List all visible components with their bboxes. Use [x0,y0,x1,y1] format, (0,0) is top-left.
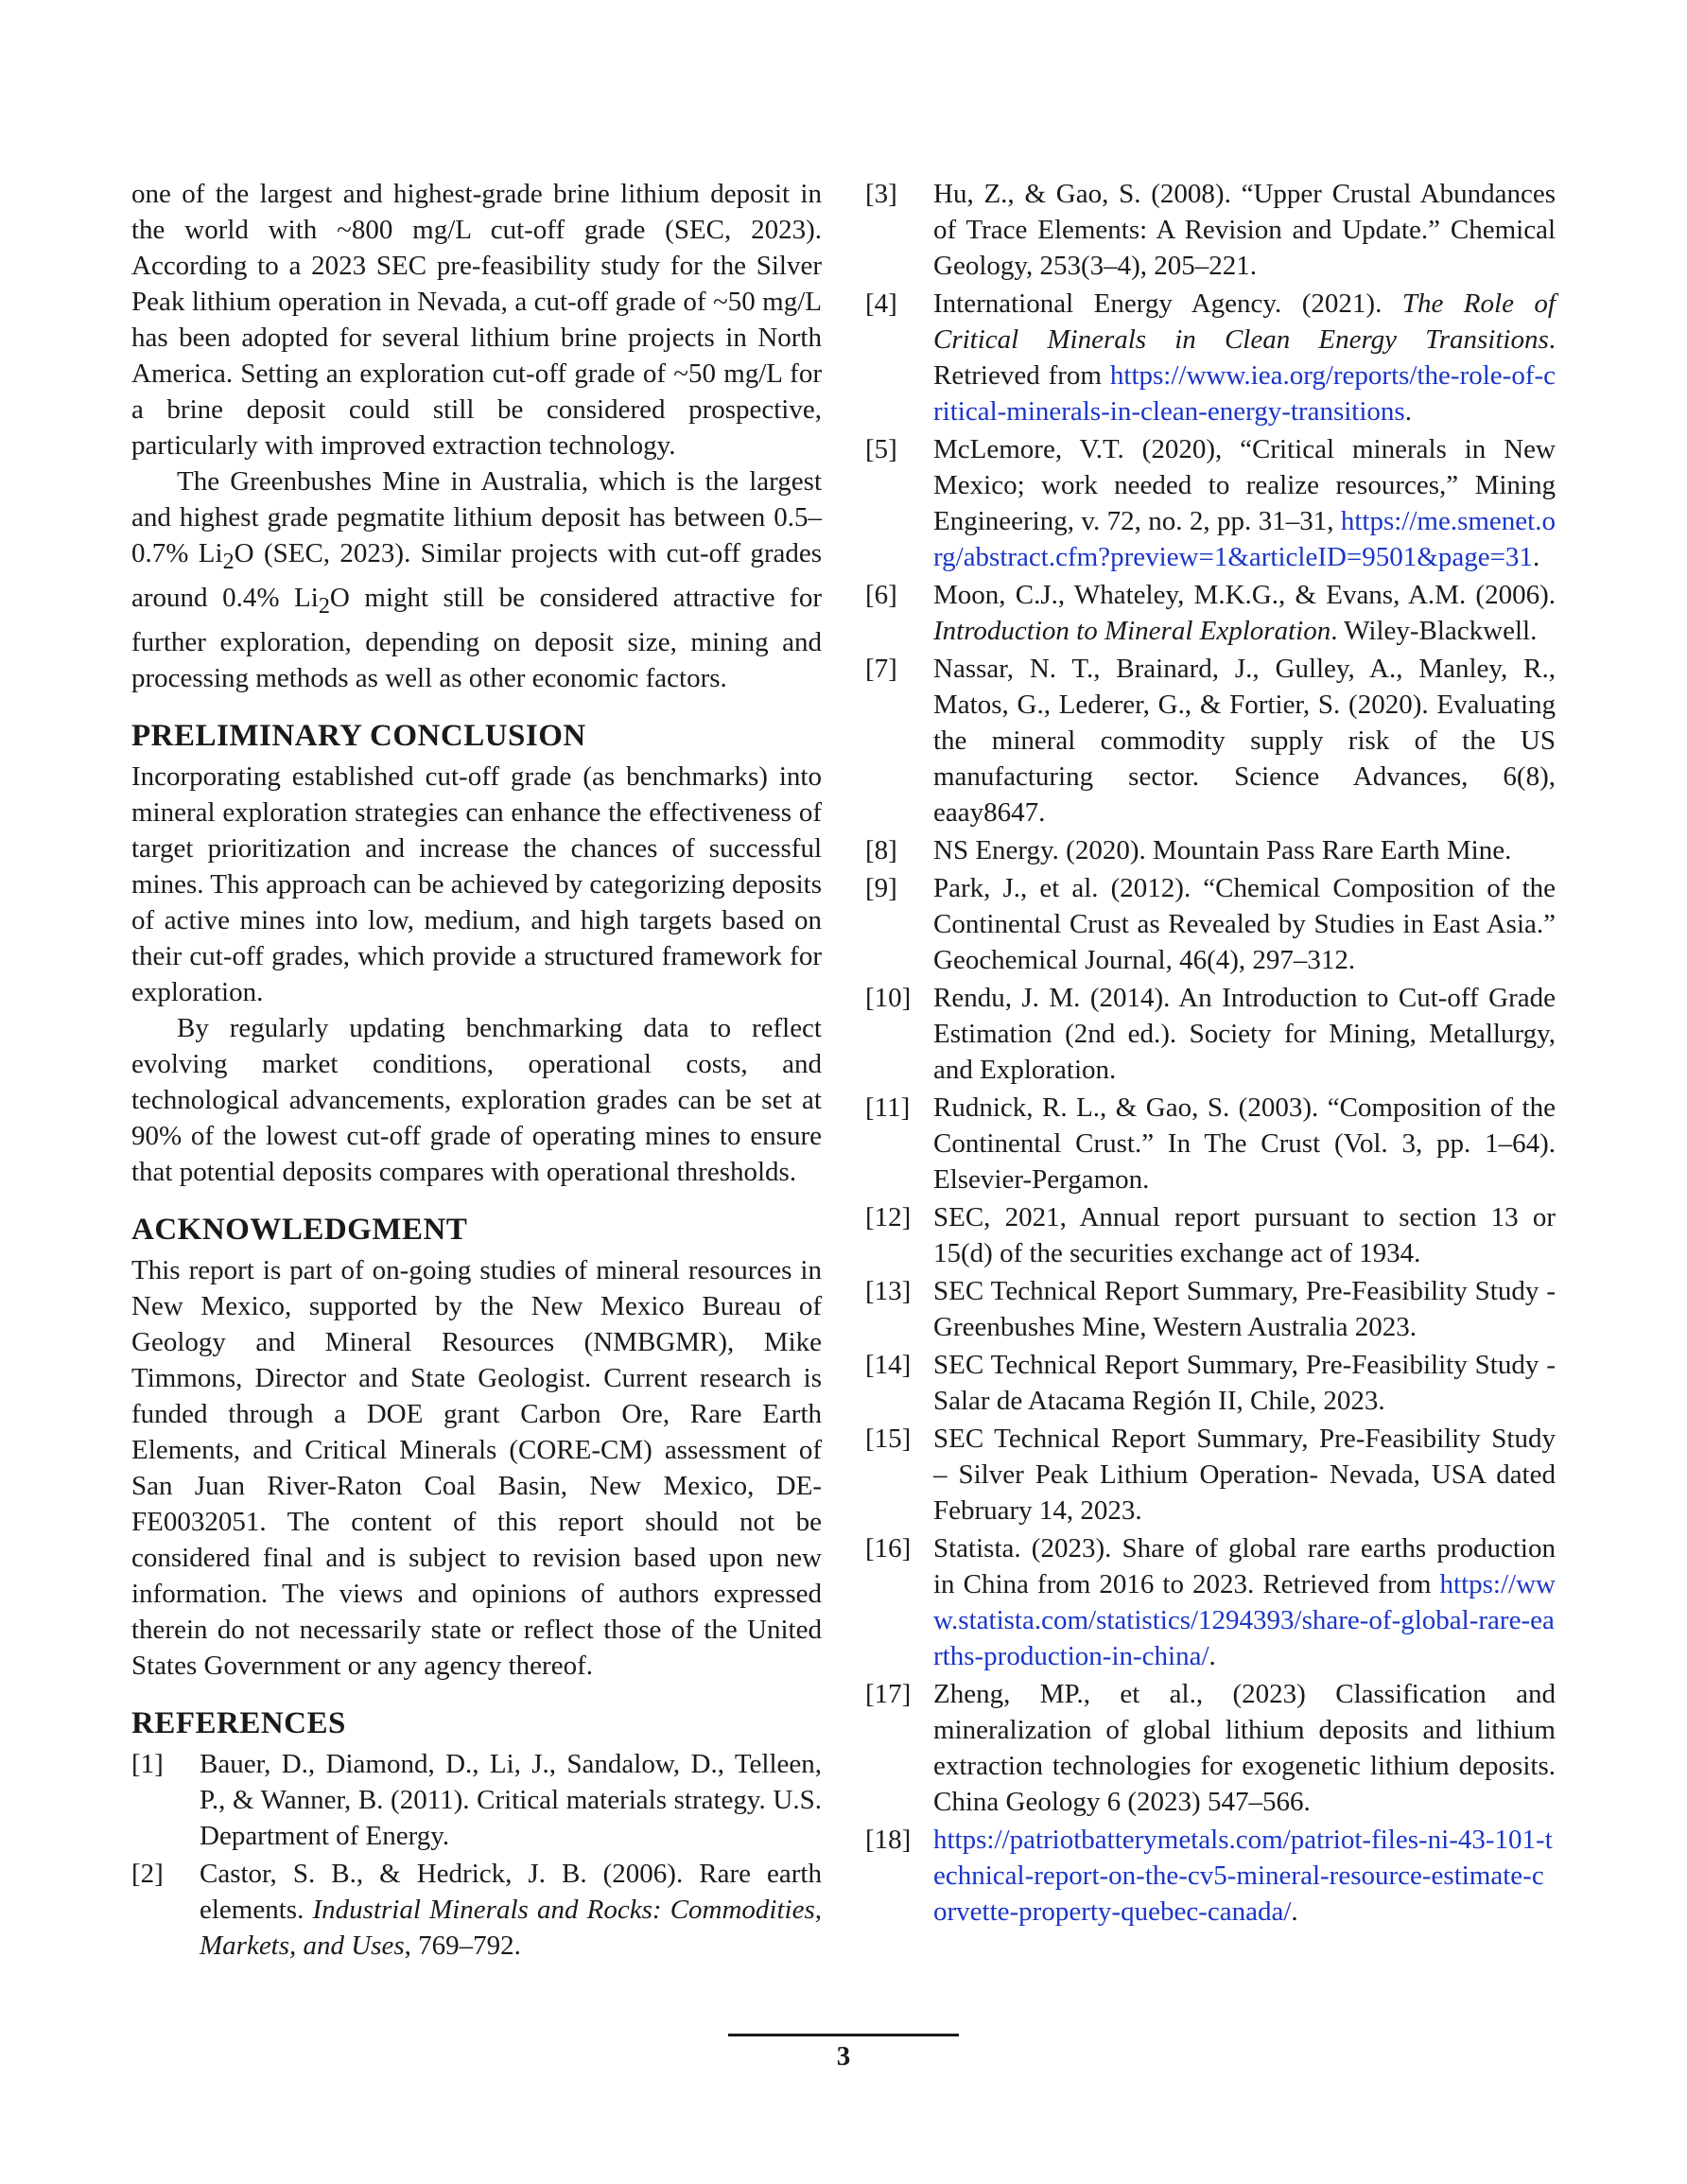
reference-number: [9] [865,873,897,903]
subscript-2: 2 [318,592,330,619]
reference-number: [17] [865,1679,912,1709]
reference-text: SEC, 2021, Annual report pursuant to section 13 or 15(d) of the securities exchange act of 1934. [933,1202,1556,1268]
intro-paragraph: one of the largest and highest-grade brine lithium deposit in the world with ~800 mg/L cut-off grade (SEC, 2023). According to a 2023 SEC pre-feasibility study for the Silver Peak lithium operation in Nevada, a cut-off grade of ~50 mg/L has been adopted for several lithium brine projects in North America. Setting an exploration cut-off grade of ~50 mg/L for a brine deposit could still be considered prospective, particularly with improved extraction technology. [131,179,822,461]
reference-item [865,1273,1556,1345]
acknowledgment-heading: ACKNOWLEDGMENT [131,1212,468,1247]
reference-text: SEC Technical Report Summary, Pre-Feasibility Study - Greenbushes Mine, Western Australia 2023. [933,1276,1556,1342]
acknowledgment-paragraph: This report is part of on-going studies of mineral resources in New Mexico, supported by the New Mexico Bureau of Geology and Mineral Resources (NMBGMR), Mike Timmons, Director and State Geologist. Current research is funded through a DOE grant Carbon Ore, Rare Earth Elements, and Critical Minerals (CORE-CM) assessment of San Juan River-Raton Coal Basin, New Mexico, DE-FE0032051. The content of this report should not be considered final and is subject to revision based upon new information. The views and opinions of authors expressed therein do not necessarily state or reflect those of the United States Government or any agency thereof. [131,1254,822,1681]
left-column [131,176,822,1966]
reference-text: McLemore, V.T. (2020), “Critical minerals in New Mexico; work needed to realize resources,” Mining Engineering, v. 72, no. 2, pp. 31–31, https://me.smenet.org/abstract.cfm?preview=1&articleID=9501&page=31. [933,434,1556,572]
reference-item [865,286,1556,429]
reference-item [865,1530,1556,1674]
reference-title: The Role of Critical Minerals in Clean Energy Transitions [933,288,1556,355]
reference-number: [13] [865,1276,912,1306]
reference-number: [16] [865,1533,912,1564]
greenbushes-paragraph: The Greenbushes Mine in Australia, which is the largest and highest grade pegmatite lithium deposit has between 0.5–0.7% $Li_2O$ (SEC, 2023). Similar projects with cut-off grades around 0.4% $Li_2O$ might still be considered attractive for further exploration, depending on deposit size, mining and processing methods as well as other economic factors. [131,466,823,693]
reference-title: Introduction to Mineral Exploration [933,616,1331,646]
references-list-right [865,176,1556,1930]
references-heading: REFERENCES [131,1705,346,1740]
reference-number: [18] [865,1825,912,1855]
reference-link[interactable]: https://patriotbatterymetals.com/patriot-files-ni-43-101-technical-report-on-the-cv5-mineral-resource-estimate-corvette-property-quebec-canada/ [933,1825,1553,1927]
reference-text: Bauer, D., Diamond, D., Li, J., Sandalow, D., Telleen, P., & Wanner, B. (2011). Critical materials strategy. U.S. Department of Energy. [200,1748,822,1851]
conclusion-heading: PRELIMINARY CONCLUSION [131,718,586,753]
reference-text: NS Energy. (2020). Mountain Pass Rare Earth Mine. [933,835,1512,865]
reference-number: [6] [865,580,897,610]
reference-number: [1] [131,1748,164,1779]
reference-text: Nassar, N. T., Brainard, J., Gulley, A., Manley, R., Matos, G., Lederer, G., & Fortier, S. (2020). Evaluating the mineral commodity supply risk of the US manufacturing sector. Science Advances, 6(8), eaay8647. [933,654,1556,828]
reference-number: [4] [865,288,897,319]
reference-number: [10] [865,983,912,1013]
reference-title: Industrial Minerals and Rocks: Commodities, Markets, and Uses [200,1894,822,1961]
reference-text: SEC Technical Report Summary, Pre-Feasibility Study - Salar de Atacama Región II, Chile, 2023. [933,1350,1556,1416]
reference-text: Statista. (2023). Share of global rare earths production in China from 2016 to 2023. Retrieved from https://www.statista.com/statistics/1294393/share-of-global-rare-earths-production-in-china/. [933,1533,1556,1671]
reference-item [865,431,1556,575]
reference-text: Park, J., et al. (2012). “Chemical Composition of the Continental Crust as Revealed by Studies in East Asia.” Geochemical Journal, 46(4), 297–312. [933,873,1556,975]
reference-item [865,1822,1556,1930]
reference-item [865,651,1556,830]
reference-number: [3] [865,179,897,209]
reference-text: International Energy Agency. (2021). The Role of Critical Minerals in Clean Energy Transitions. Retrieved from https://www.iea.org/reports/the-role-of-critical-minerals-in-clean-energy-transitions. [933,288,1556,427]
reference-item [865,176,1556,284]
reference-item [865,980,1556,1088]
reference-text: Zheng, MP., et al., (2023) Classification and mineralization of global lithium deposits and lithium extraction technologies for exogenetic lithium deposits. China Geology 6 (2023) 547–566. [933,1679,1556,1817]
conclusion-paragraph-1: Incorporating established cut-off grade (as benchmarks) into mineral exploration strategies can enhance the effectiveness of target prioritization and increase the chances of successful mines. This approach can be achieved by categorizing deposits of active mines into low, medium, and high targets based on their cut-off grades, which provide a structured framework for exploration. [131,760,822,1007]
reference-link[interactable]: https://www.statista.com/statistics/1294393/share-of-global-rare-earths-production-in-china/ [933,1569,1556,1671]
reference-number: [15] [865,1424,912,1454]
reference-link[interactable]: https://www.iea.org/reports/the-role-of-critical-minerals-in-clean-energy-transitions [933,360,1556,427]
reference-text: Castor, S. B., & Hedrick, J. B. (2006). Rare earth elements. Industrial Minerals and Rocks: Commodities, Markets, and Uses, 769–792. [200,1858,822,1961]
reference-text: Rendu, J. M. (2014). An Introduction to Cut-off Grade Estimation (2nd ed.). Society for Mining, Metallurgy, and Exploration. [933,983,1556,1085]
footer-rule [728,2034,959,2036]
reference-text: https://patriotbatterymetals.com/patriot-files-ni-43-101-technical-report-on-the-cv5-mineral-resource-estimate-corvette-property-quebec-canada/. [933,1825,1553,1927]
reference-item [865,1421,1556,1529]
reference-text: SEC Technical Report Summary, Pre-Feasibility Study – Silver Peak Lithium Operation- Nevada, USA dated February 14, 2023. [933,1424,1556,1526]
page-number: 3 [836,2041,851,2071]
reference-item [865,1090,1556,1197]
reference-text: Hu, Z., & Gao, S. (2008). “Upper Crustal Abundances of Trace Elements: A Revision and Update.” Chemical Geology, 253(3–4), 205–221. [933,179,1556,281]
reference-item [131,1856,822,1964]
reference-item [865,577,1556,649]
references-list-left [131,1746,822,1964]
right-column [865,176,1556,1931]
reference-item [131,1746,822,1854]
reference-item [865,1347,1556,1419]
reference-text: Rudnick, R. L., & Gao, S. (2003). “Composition of the Continental Crust.” In The Crust (Vol. 3, pp. 1–64). Elsevier-Pergamon. [933,1092,1556,1195]
reference-number: [8] [865,835,897,865]
reference-item [865,870,1556,978]
reference-number: [2] [131,1858,164,1889]
reference-number: [14] [865,1350,912,1380]
reference-text: Moon, C.J., Whateley, M.K.G., & Evans, A.M. (2006). Introduction to Mineral Exploration. Wiley-Blackwell. [933,580,1556,646]
reference-number: [12] [865,1202,912,1232]
reference-item [865,1199,1556,1271]
reference-item [865,832,1556,868]
reference-number: [5] [865,434,897,464]
reference-number: [11] [865,1092,911,1123]
reference-link[interactable]: https://me.smenet.org/abstract.cfm?preview=1&articleID=9501&page=31 [933,506,1556,572]
subscript-2: 2 [222,548,235,574]
conclusion-paragraph-2: By regularly updating benchmarking data to reflect evolving market conditions, operational costs, and technological advancements, exploration grades can be set at 90% of the lowest cut-off grade of operating mines to ensure that potential deposits compares with operational thresholds. [131,1012,822,1187]
reference-number: [7] [865,654,897,684]
reference-item [865,1676,1556,1820]
